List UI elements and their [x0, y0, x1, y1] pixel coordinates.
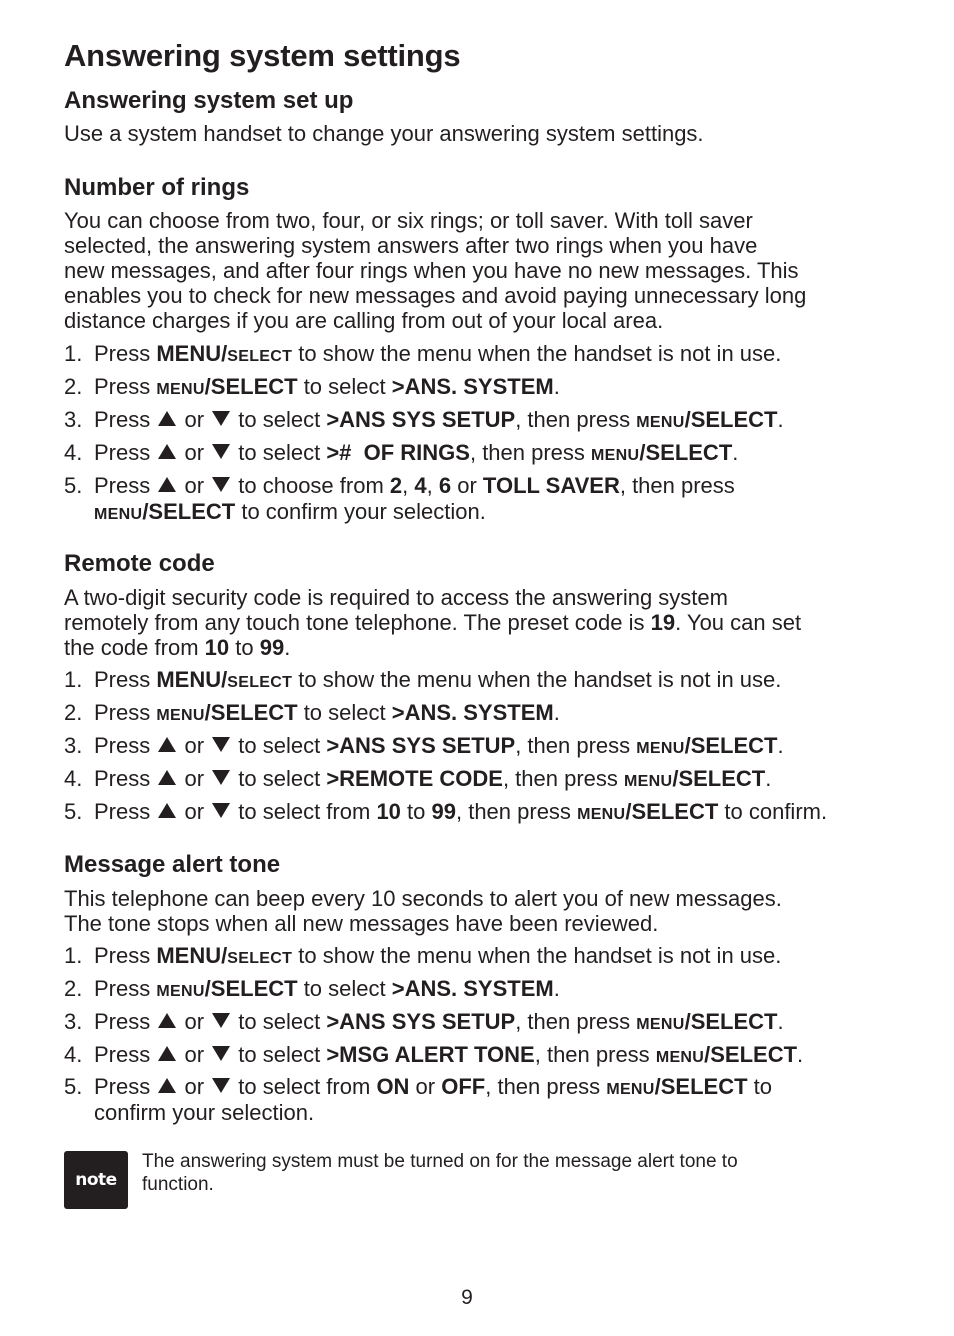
step-text	[94, 1009, 784, 1037]
text-run: MENU	[636, 414, 685, 431]
rings-line: new messages, and after four rings when you have no new messages. This	[64, 258, 799, 283]
rings-description	[64, 208, 904, 333]
text-run: , then press	[619, 473, 735, 498]
text-run: .	[777, 407, 784, 432]
bold-text: >ANS SYS SETUP	[326, 1009, 516, 1034]
down-arrow-icon	[212, 803, 230, 818]
step-text	[94, 799, 827, 827]
text-run: MENU	[636, 1016, 685, 1033]
down-arrow-icon	[212, 477, 230, 492]
step-number: 4.	[64, 766, 83, 791]
text-run: to select	[297, 700, 392, 725]
setup-text-line: Use a system handset to change your answering system settings.	[64, 121, 704, 146]
down-arrow-icon	[212, 444, 230, 459]
step-text	[94, 700, 560, 728]
bold-text: TOLL SAVER	[482, 473, 620, 498]
text-run: MENU	[577, 806, 626, 823]
text-run: Press	[94, 374, 157, 399]
text-run: Press	[94, 440, 157, 465]
text-run: .	[553, 700, 560, 725]
text-run: to confirm.	[718, 799, 828, 824]
text-run: to show the menu when the handset is not in use.	[292, 667, 782, 692]
up-arrow-icon	[158, 477, 176, 492]
bold-text: /SELECT	[639, 440, 733, 465]
step-text	[94, 766, 771, 794]
bold-text: >REMOTE CODE	[326, 766, 503, 791]
text-run: to	[747, 1074, 772, 1099]
bold-text: >ANS. SYSTEM	[391, 374, 554, 399]
text-run: , then press	[534, 1042, 656, 1067]
note-line: function.	[142, 1174, 214, 1195]
rings-line: selected, the answering system answers after two rings when you have	[64, 233, 758, 258]
step-number: 3.	[64, 733, 83, 758]
page-number: 9	[461, 1286, 473, 1309]
setup-text	[64, 121, 904, 146]
rings-line: You can choose from two, four, or six rings; or toll saver. With toll saver	[64, 208, 753, 233]
bold-text: /SELECT	[204, 374, 298, 399]
bold-text: /SELECT	[684, 733, 778, 758]
text-run: .	[797, 1042, 804, 1067]
step-text	[94, 733, 784, 761]
step-text-cont	[94, 499, 486, 527]
down-arrow-icon	[212, 1078, 230, 1093]
step-number: 4.	[64, 1042, 83, 1067]
text-run: Press	[94, 1074, 157, 1099]
bold-text: /SELECT	[625, 799, 719, 824]
text-run: Press	[94, 700, 157, 725]
text-run: to select	[232, 1042, 327, 1067]
step-text	[94, 407, 784, 435]
bold-text: >ANS. SYSTEM	[391, 700, 554, 725]
text-run: , then press	[455, 799, 578, 824]
bold-text: /SELECT	[654, 1074, 748, 1099]
step-number: 3.	[64, 407, 83, 432]
step-text	[94, 976, 560, 1004]
text-run: to confirm your selection.	[235, 499, 486, 524]
text-run: Press	[94, 1042, 157, 1067]
text-run: or	[178, 1074, 211, 1099]
step-number: 2.	[64, 700, 83, 725]
text-run: Press	[94, 976, 157, 1001]
text-run: to select	[232, 440, 327, 465]
text-run: remotely from any touch tone telephone. The preset code is	[64, 610, 651, 635]
note-icon	[64, 1151, 128, 1209]
step-number: 4.	[64, 440, 83, 465]
up-arrow-icon	[158, 1046, 176, 1061]
bold-text: /SELECT	[684, 1009, 778, 1034]
step-text	[94, 1042, 803, 1070]
alert-description	[64, 886, 904, 936]
alert-line: This telephone can beep every 10 seconds to alert you of new messages.	[64, 886, 782, 911]
bold-text: /SELECT	[204, 700, 298, 725]
text-run: , then press	[515, 733, 637, 758]
up-arrow-icon	[158, 1078, 176, 1093]
text-run: Press	[94, 733, 157, 758]
text-run: to select	[232, 733, 327, 758]
bold-text: /SELECT	[672, 766, 766, 791]
text-run: Press	[94, 407, 157, 432]
text-run: MENU	[636, 740, 685, 757]
alert-line: The tone stops when all new messages have been reviewed.	[64, 911, 659, 936]
alert-heading: Message alert tone	[64, 851, 281, 878]
step-number: 2.	[64, 374, 83, 399]
step-number: 5.	[64, 799, 83, 824]
step-number: 5.	[64, 473, 83, 498]
step-text-cont: confirm your selection.	[94, 1100, 315, 1125]
text-run: , then press	[502, 766, 625, 791]
up-arrow-icon	[158, 770, 176, 785]
bold-text: 10	[376, 799, 401, 824]
text-run: to select	[232, 766, 327, 791]
text-run: Press	[94, 766, 157, 791]
bold-text: MENU/	[156, 667, 228, 692]
step-text	[94, 943, 781, 971]
text-run: to select	[297, 374, 392, 399]
remote-line: the code from 10 to 99.	[64, 635, 291, 660]
text-run: to	[400, 799, 432, 824]
text-run: MENU	[655, 1049, 705, 1066]
text-run: , then press	[515, 1009, 637, 1034]
rings-heading: Number of rings	[64, 174, 250, 201]
text-run: to show the menu when the handset is not in use.	[292, 943, 782, 968]
text-run: or	[178, 766, 211, 791]
text-run: .	[284, 635, 291, 660]
text-run: to select	[232, 407, 327, 432]
remote-line: A two-digit security code is required to access the answering system	[64, 585, 728, 610]
remote-description	[64, 585, 904, 660]
up-arrow-icon	[158, 411, 176, 426]
up-arrow-icon	[158, 444, 176, 459]
bold-text: ON	[376, 1074, 410, 1099]
step-text	[94, 667, 781, 695]
bold-text: /SELECT	[684, 407, 778, 432]
bold-text: >ANS. SYSTEM	[391, 976, 554, 1001]
note-text	[142, 1150, 842, 1196]
text-run: MENU	[624, 773, 673, 790]
bold-text: 6	[438, 473, 452, 498]
text-run: to	[229, 635, 260, 660]
step-number: 1.	[64, 943, 83, 968]
step-text	[94, 473, 735, 498]
bold-text: >MSG ALERT TONE	[326, 1042, 535, 1067]
setup-heading: Answering system set up	[64, 87, 354, 114]
down-arrow-icon	[212, 411, 230, 426]
text-run: to show the menu when the handset is not in use.	[292, 341, 782, 366]
bold-text: /SELECT	[204, 976, 298, 1001]
text-run: MENU	[94, 506, 143, 523]
text-run: .	[765, 766, 772, 791]
text-run: to select from	[232, 1074, 377, 1099]
text-run: .	[777, 1009, 784, 1034]
text-run: MENU	[591, 447, 640, 464]
text-run: SELECT	[227, 950, 293, 967]
step-number: 3.	[64, 1009, 83, 1034]
text-run: SELECT	[227, 674, 293, 691]
up-arrow-icon	[158, 803, 176, 818]
down-arrow-icon	[212, 1013, 230, 1028]
step-number: 1.	[64, 341, 83, 366]
rings-line: distance charges if you are calling from out of your local area.	[64, 308, 664, 333]
text-run: MENU	[156, 983, 205, 1000]
text-run: SELECT	[227, 348, 293, 365]
bold-text: 99	[431, 799, 456, 824]
text-run: or	[178, 440, 211, 465]
text-run: .	[553, 976, 560, 1001]
down-arrow-icon	[212, 770, 230, 785]
text-run: to select	[232, 1009, 327, 1034]
text-run: or	[178, 407, 211, 432]
text-run: Press	[94, 473, 157, 498]
text-run: to select from	[232, 799, 377, 824]
text-run: ,	[402, 473, 415, 498]
text-run: or	[451, 473, 483, 498]
rings-line: enables you to check for new messages and avoid paying unnecessary long	[64, 283, 807, 308]
bold-text: /SELECT	[142, 499, 236, 524]
bold-text: 4	[414, 473, 427, 498]
text-run: .	[732, 440, 739, 465]
text-run: MENU	[156, 707, 205, 724]
step-text	[94, 440, 738, 468]
text-run: or	[178, 799, 211, 824]
step-text	[94, 374, 560, 402]
text-run: or	[409, 1074, 442, 1099]
text-run: , then press	[485, 1074, 607, 1099]
bold-text: >ANS SYS SETUP	[326, 407, 516, 432]
text-run: .	[553, 374, 560, 399]
bold-text: >ANS SYS SETUP	[326, 733, 516, 758]
text-run: or	[178, 1042, 211, 1067]
page-title: Answering system settings	[64, 38, 461, 73]
up-arrow-icon	[158, 737, 176, 752]
step-text	[94, 341, 781, 369]
text-run: Press	[94, 943, 157, 968]
text-run: to select	[297, 976, 392, 1001]
text-run: Press	[94, 667, 157, 692]
step-number: 5.	[64, 1074, 83, 1099]
text-run: or	[178, 733, 211, 758]
bold-text: ># OF RINGS	[326, 440, 470, 465]
text-run: . You can set	[675, 610, 802, 635]
step-text	[94, 1074, 772, 1102]
text-run: to choose from	[232, 473, 390, 498]
up-arrow-icon	[158, 1013, 176, 1028]
text-run: or	[178, 473, 211, 498]
remote-heading: Remote code	[64, 550, 215, 577]
text-run: .	[777, 733, 784, 758]
down-arrow-icon	[212, 1046, 230, 1061]
remote-line: remotely from any touch tone telephone. The preset code is 19. You can set	[64, 610, 802, 635]
text-run: , then press	[515, 407, 637, 432]
bold-text: MENU/	[156, 943, 228, 968]
bold-text: 2	[389, 473, 403, 498]
text-run: the code from	[64, 635, 205, 660]
bold-text: OFF	[441, 1074, 486, 1099]
text-run: Press	[94, 799, 157, 824]
text-run: MENU	[606, 1081, 655, 1098]
down-arrow-icon	[212, 737, 230, 752]
text-run: ,	[426, 473, 439, 498]
text-run: , then press	[469, 440, 592, 465]
text-run: MENU	[156, 381, 205, 398]
bold-text: /SELECT	[704, 1042, 798, 1067]
note-line: The answering system must be turned on for the message alert tone to	[142, 1151, 738, 1172]
text-run: Press	[94, 1009, 157, 1034]
note-label: note	[75, 1170, 117, 1190]
text-run: or	[178, 1009, 211, 1034]
bold-text: MENU/	[156, 341, 228, 366]
step-number: 1.	[64, 667, 83, 692]
step-number: 2.	[64, 976, 83, 1001]
text-run: Press	[94, 341, 157, 366]
